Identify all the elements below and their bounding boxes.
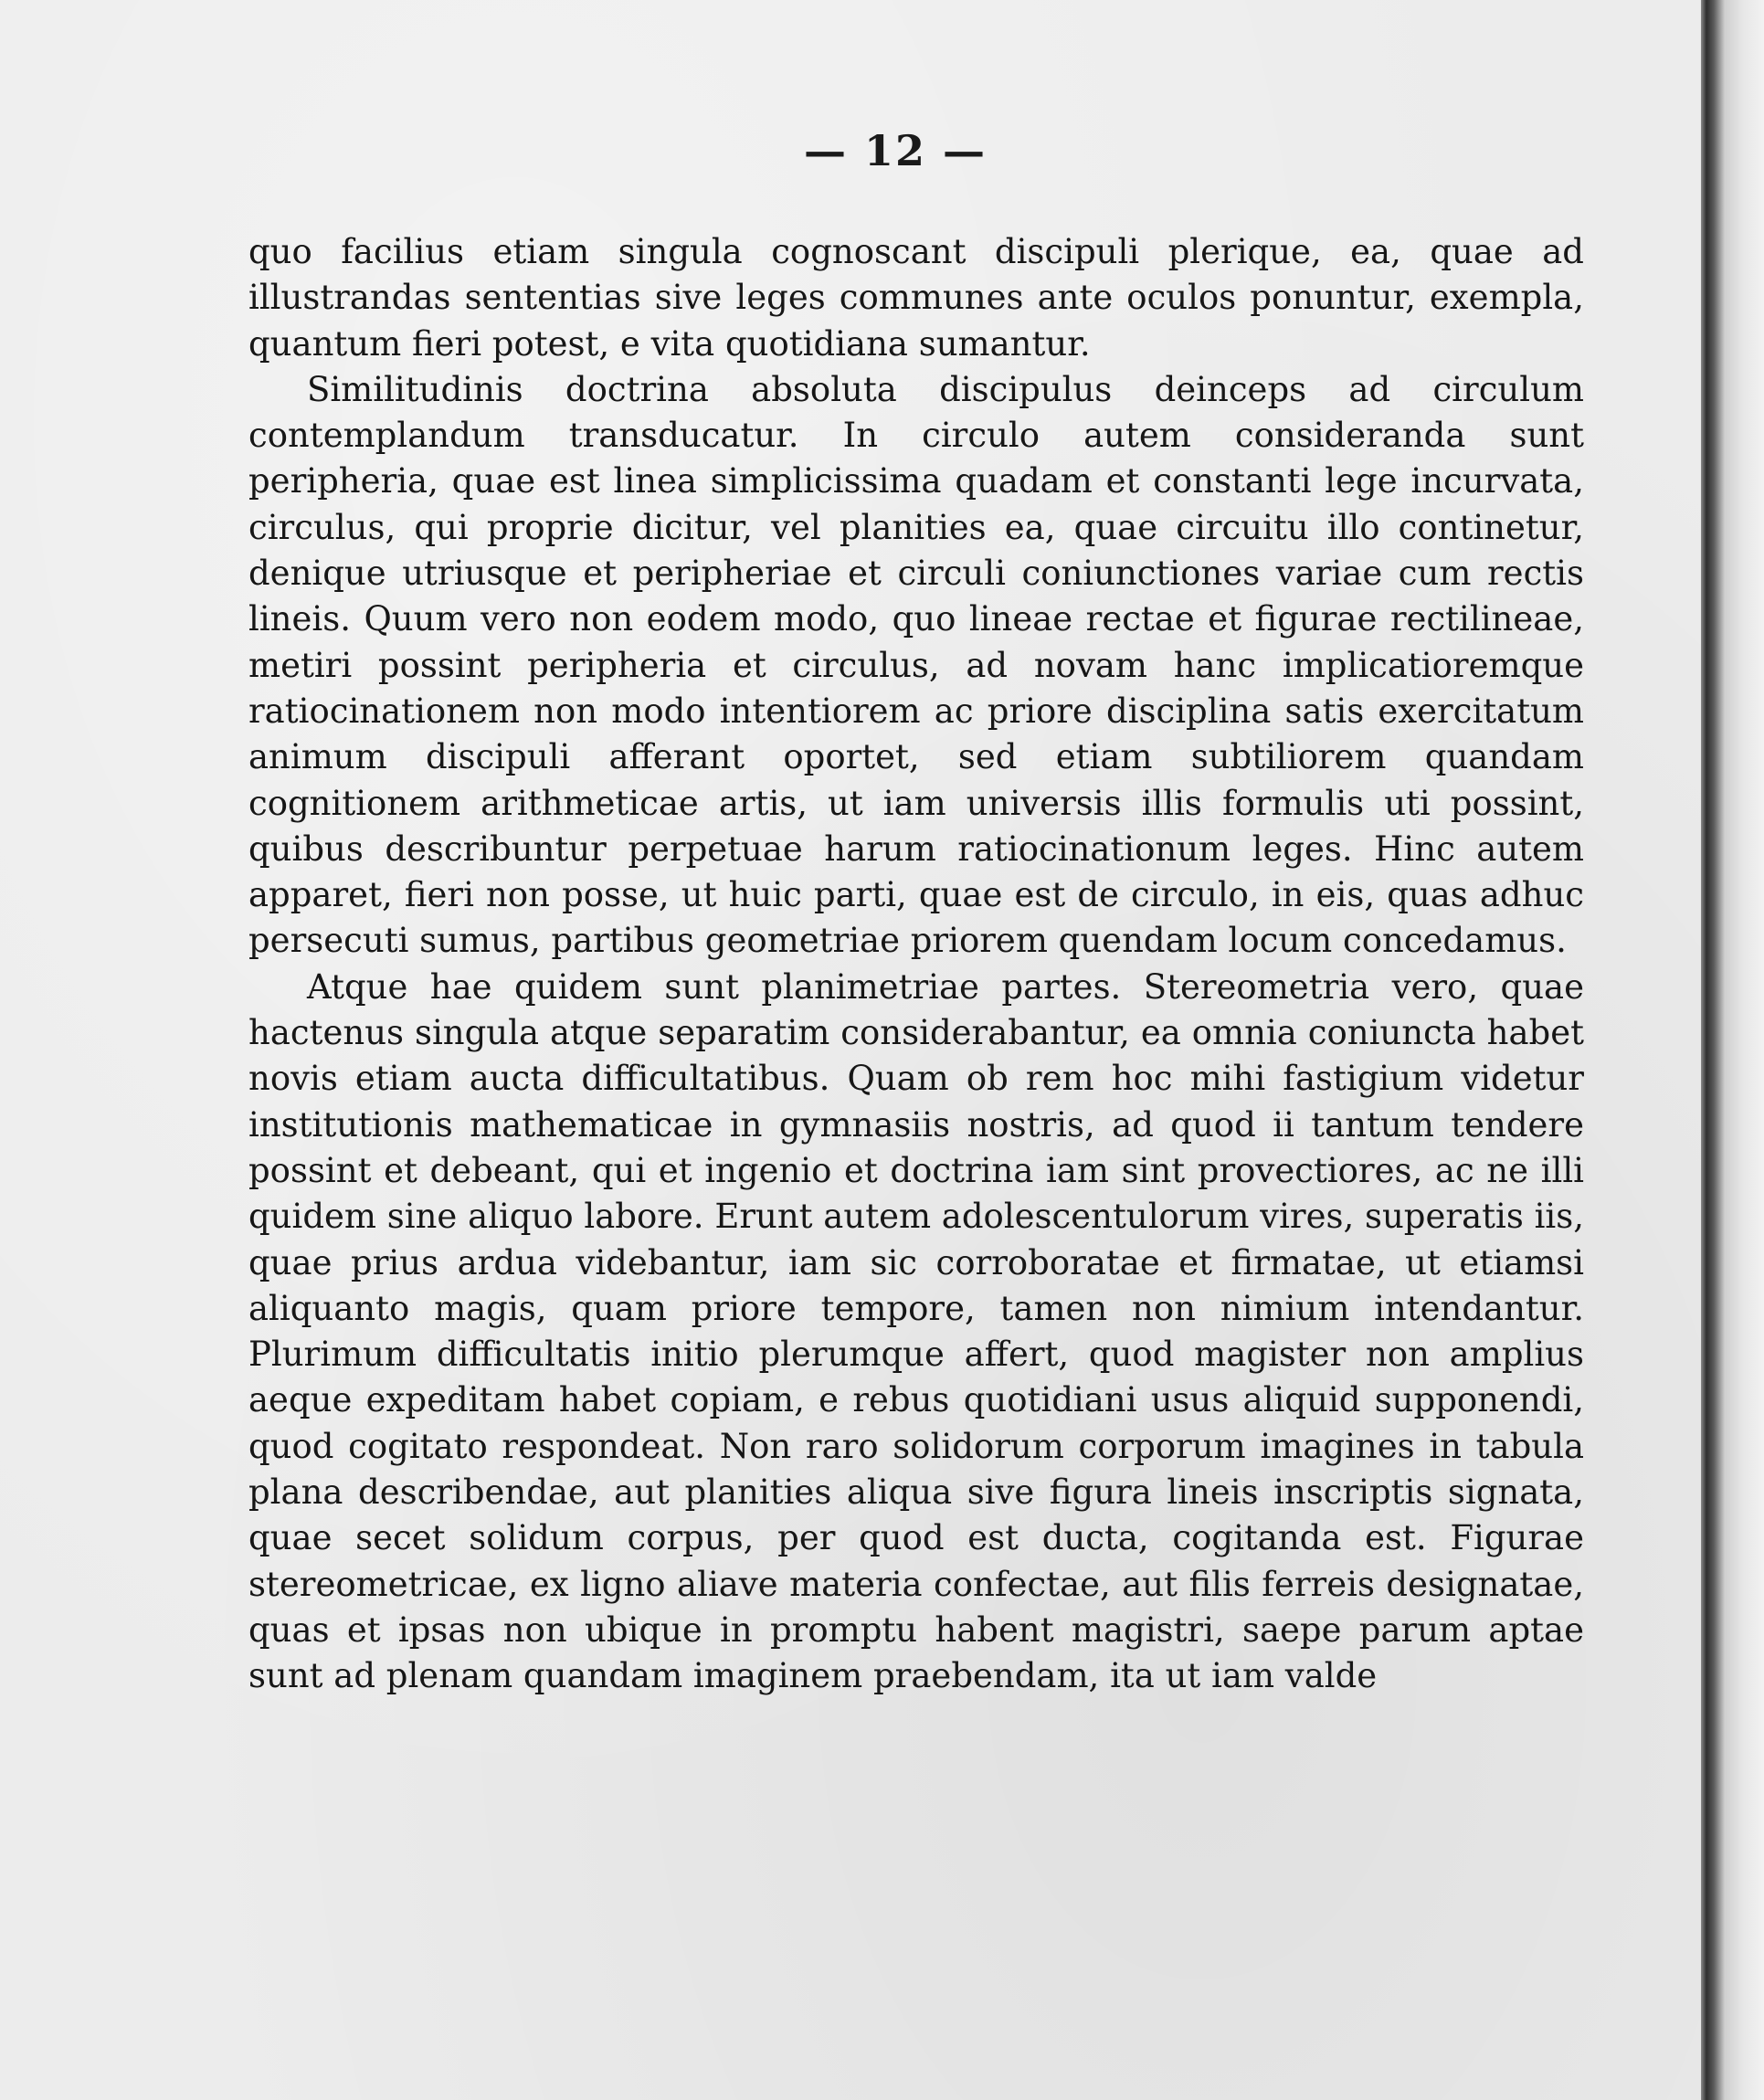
paragraph-stereometry: Atque hae quidem sunt planimetriae partes. Stereometria vero, quae hactenus singula atque separatim considerabantur, ea omnia coniuncta habet novis etiam aucta difficultatibus. Quam ob rem hoc mihi fastigium videtur institutionis mathematicae in gymnasiis nostris, ad quod ii tantum tendere possint et debeant, qui et ingenio et doctrina iam sint provectiores, ac ne illi quidem sine aliquo labore. Erunt autem adolescentulorum vires, superatis iis, quae prius ardua videbantur, iam sic corroboratae et firmatae, ut etiamsi aliquanto magis, quam priore tempore, tamen non nimium intendantur. Plurimum difficultatis initio plerumque affert, quod magister non amplius aeque expeditam habet copiam, e rebus quotidiani usus aliquid supponendi, quod cogitato respondeat. Non raro solidorum corporum imagines in tabula plana describendae, aut planities aliqua sive figura lineis inscriptis signata, quae secet solidum corpus, per quod est ducta, cogitanda est. Figurae stereometricae, ex ligno aliave materia confectae, aut filis ferreis designatae, quas et ipsas non ubique in promptu habent magistri, saepe parum aptae sunt ad plenam quandam imaginem praebendam, ita ut iam valde xyxy=(248,966,1585,1696)
book-gutter xyxy=(1701,0,1764,2100)
paragraph-continuation: quo facilius etiam singula cognoscant discipuli plerique, ea, quae ad illustrandas sententias sive leges communes ante oculos ponuntur, exempla, quantum fieri potest, e vita quotidiana sumantur. xyxy=(248,232,1584,364)
body-text xyxy=(248,229,1584,1700)
page-number: — 12 — xyxy=(803,126,988,175)
paragraph-circle: Similitudinis doctrina absoluta discipulus deinceps ad circulum contemplandum transducatur. In circulo autem consideranda sunt peripheria, quae est linea simplicissima quadam et constanti lege incurvata, circulus, qui proprie dicitur, vel planities ea, quae circuitu illo continetur, denique utriusque et peripheriae et circuli coniunctiones variae cum rectis lineis. Quum vero non eodem modo, quo lineae rectae et figurae rectilineae, metiri possint peripheria et circulus, ad novam hanc implicatioremque ratiocinationem non modo intentiorem ac priore disciplina satis exercitatum animum discipuli afferant oportet, sed etiam subtiliorem quandam cognitionem arithmeticae artis, ut iam universis illis formulis uti possint, quibus describuntur perpetuae harum ratiocinationum leges. Hinc autem apparet, fieri non posse, ut huic parti, quae est de circulo, in eis, quas adhuc persecuti sumus, partibus geometriae priorem quendam locum concedamus. xyxy=(248,369,1584,961)
